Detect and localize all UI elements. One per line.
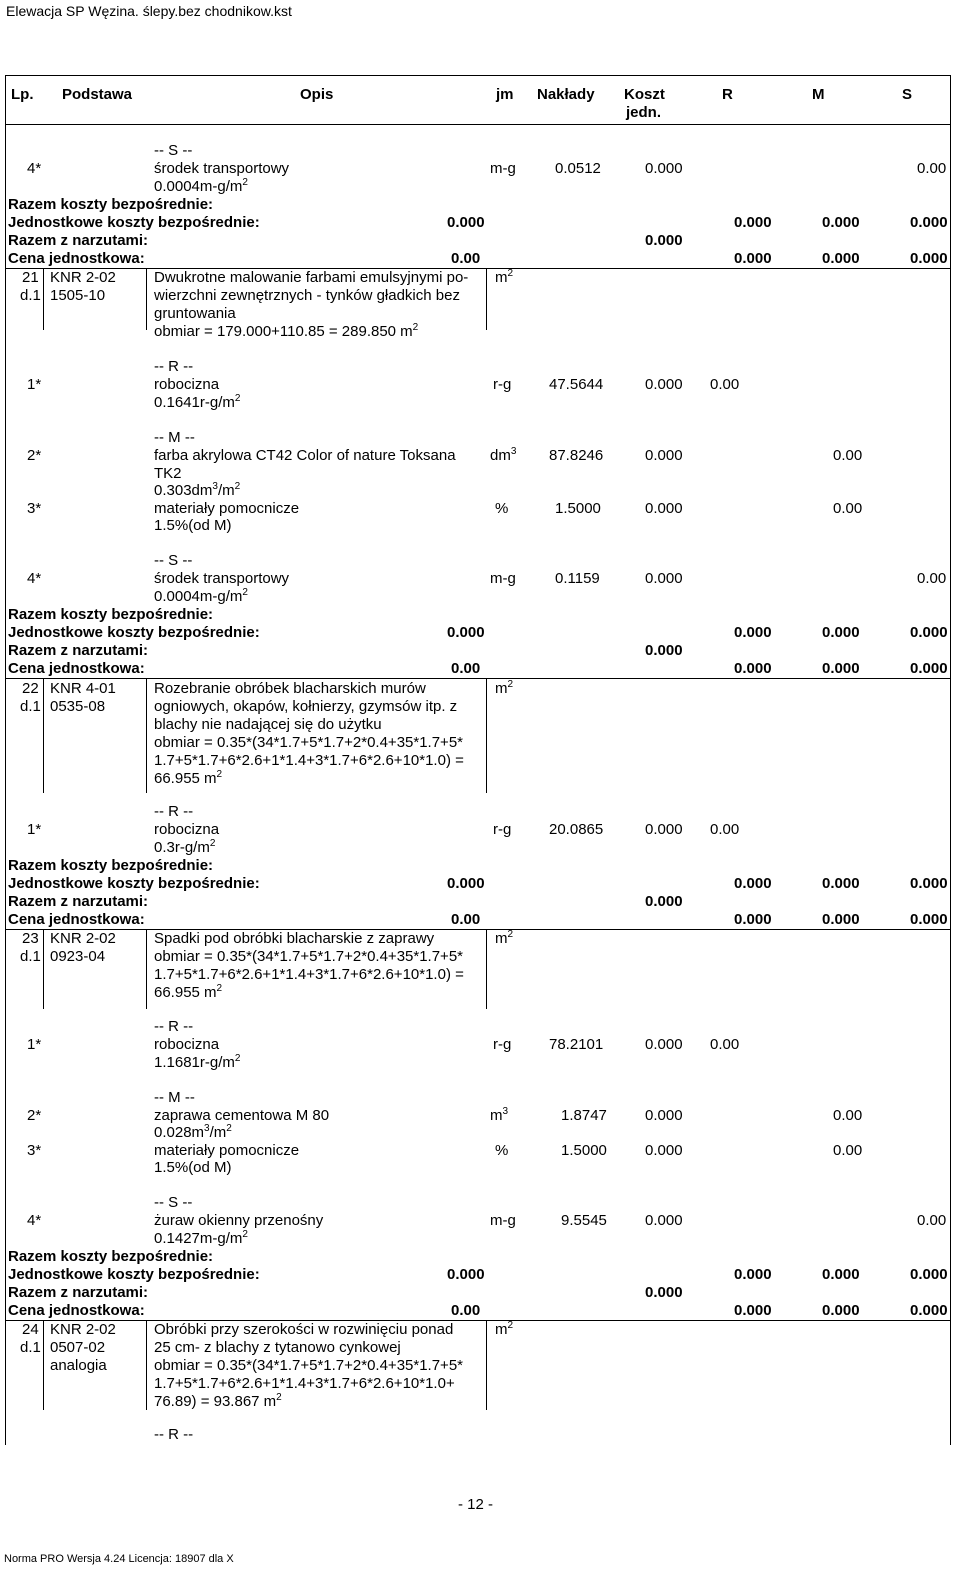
resource-name: środek transportowy (154, 160, 290, 177)
position-measurement: 1.7+5*1.7+6*2.6+1*1.4+3*1.7+6*2.6+10*1.0+ (154, 1375, 455, 1392)
position-description: Dwukrotne malowanie farbami emulsyjnymi po- (154, 269, 469, 286)
header-naklady: Nakłady (537, 86, 595, 103)
resource-unit: r-g (493, 821, 512, 838)
position-description: 25 cm- z blachy z tytanowo cynkowej (154, 1339, 401, 1356)
header-m: M (812, 86, 825, 103)
resource-quantity: 1.5000 (561, 1142, 607, 1159)
razem-narzut-value: 0.000 (645, 232, 683, 249)
resource-price: 0.000 (645, 1107, 683, 1124)
jednostkowe-total: 0.000 (447, 214, 485, 231)
header-r: R (722, 86, 733, 103)
cena-r: 0.000 (734, 1302, 772, 1319)
resource-quantity: 47.5644 (549, 376, 604, 393)
resource-price: 0.000 (645, 500, 683, 517)
resource-name: TK2 (154, 465, 182, 482)
column-divider (43, 929, 44, 1009)
position-measurement: obmiar = 179.000+110.85 = 289.850 $m^2$ (154, 322, 419, 340)
position-measurement: 66.955 $m^2$ (154, 983, 223, 1001)
column-divider (486, 929, 487, 1009)
razem-narzut-value: 0.000 (645, 1284, 683, 1301)
section-r-label: -- R -- (154, 1426, 194, 1443)
section-s-label: -- S -- (154, 142, 193, 159)
resource-number: 2* (27, 1107, 42, 1124)
resource-value: 0.00 (917, 1212, 947, 1229)
jednostkowe-r: 0.000 (734, 214, 772, 231)
razem-koszty-label: Razem koszty bezpośrednie: (8, 606, 214, 623)
column-divider (146, 268, 147, 330)
position-measurement: 66.955 $m^2$ (154, 769, 223, 787)
cena-s: 0.000 (910, 911, 948, 928)
position-source: KNR 2-02 (50, 1321, 116, 1338)
header-s: S (902, 86, 913, 103)
resource-norm: $0.3r-g/m^2$ (154, 838, 216, 856)
resource-norm: $0.303dm^3/m^2$ (154, 481, 241, 499)
resource-norm: 1.5%(od M) (154, 1159, 232, 1176)
resource-value: 0.00 (833, 500, 863, 517)
resource-number: 3* (27, 1142, 42, 1159)
position-description: Obróbki przy szerokości w rozwinięciu ponad (154, 1321, 454, 1338)
position-number: 21 (22, 269, 39, 286)
jednostkowe-m: 0.000 (822, 875, 860, 892)
resource-value: 0.00 (833, 1142, 863, 1159)
resource-quantity: 0.0512 (555, 160, 601, 177)
column-divider (146, 929, 147, 1009)
resource-price: 0.000 (645, 1142, 683, 1159)
position-measurement: 1.7+5*1.7+6*2.6+1*1.4+3*1.7+6*2.6+10*1.0) = (154, 752, 464, 769)
resource-quantity: 0.1159 (555, 570, 600, 587)
position-unit: $m^2$ (495, 679, 514, 697)
resource-norm: $0.0004m-g/m^2$ (154, 177, 248, 195)
razem-narzut-label: Razem z narzutami: (8, 232, 149, 249)
cena-s: 0.000 (910, 1302, 948, 1319)
jednostkowe-label: Jednostkowe koszty bezpośrednie: (8, 624, 260, 641)
cena-r: 0.000 (734, 250, 772, 267)
resource-quantity: 1.5000 (555, 500, 601, 517)
resource-unit: $dm^3$ (490, 446, 517, 464)
resource-name: farba akrylowa CT42 Color of nature Toksana (154, 447, 456, 464)
document-title: Elewacja SP Węzina. ślepy.bez chodnikow.kst (6, 3, 292, 19)
jednostkowe-r: 0.000 (734, 624, 772, 641)
resource-name: robocizna (154, 1036, 220, 1053)
header-podstawa: Podstawa (62, 86, 133, 103)
jednostkowe-s: 0.000 (910, 1266, 948, 1283)
section-s-label: -- S -- (154, 1194, 193, 1211)
section-m-label: -- M -- (154, 429, 195, 446)
cena-label: Cena jednostkowa: (8, 250, 145, 267)
position-source-d: d.1 (20, 1339, 41, 1356)
jednostkowe-s: 0.000 (910, 624, 948, 641)
position-description: wierzchni zewnętrznych - tynków gładkich bez (154, 287, 460, 304)
razem-narzut-value: 0.000 (645, 642, 683, 659)
position-measurement: 1.7+5*1.7+6*2.6+1*1.4+3*1.7+6*2.6+10*1.0) = (154, 966, 464, 983)
razem-koszty-label: Razem koszty bezpośrednie: (8, 196, 214, 213)
cena-label: Cena jednostkowa: (8, 1302, 145, 1319)
razem-koszty-label: Razem koszty bezpośrednie: (8, 1248, 214, 1265)
cena-r: 0.000 (734, 911, 772, 928)
cena-m: 0.000 (822, 911, 860, 928)
resource-norm: $1.1681r-g/m^2$ (154, 1053, 241, 1071)
position-source-d: d.1 (20, 948, 41, 965)
resource-price: 0.000 (645, 447, 683, 464)
position-source-d: d.1 (20, 287, 41, 304)
cena-total: 0.00 (451, 250, 481, 267)
resource-name: żuraw okienny przenośny (154, 1212, 324, 1229)
position-measurement: obmiar = 0.35*(34*1.7+5*1.7+2*0.4+35*1.7+5* (154, 734, 464, 751)
resource-name: robocizna (154, 376, 220, 393)
resource-unit: % (495, 1142, 509, 1159)
resource-price: 0.000 (645, 570, 683, 587)
position-source-code: 0535-08 (50, 698, 106, 715)
razem-koszty-label: Razem koszty bezpośrednie: (8, 857, 214, 874)
resource-number: 2* (27, 447, 42, 464)
jednostkowe-m: 0.000 (822, 1266, 860, 1283)
jednostkowe-total: 0.000 (447, 875, 485, 892)
column-divider (146, 678, 147, 793)
header-bottom-border (5, 124, 950, 125)
resource-norm: $0.0004m-g/m^2$ (154, 587, 248, 605)
position-description: Rozebranie obróbek blacharskich murów (154, 680, 426, 697)
position-unit: $m^2$ (495, 1320, 514, 1338)
resource-name: robocizna (154, 821, 220, 838)
position-source-note: analogia (50, 1357, 107, 1374)
jednostkowe-r: 0.000 (734, 875, 772, 892)
resource-number: 1* (27, 1036, 42, 1053)
column-divider (486, 678, 487, 793)
column-divider (486, 1320, 487, 1410)
header-opis: Opis (300, 86, 334, 103)
resource-price: 0.000 (645, 821, 683, 838)
cena-label: Cena jednostkowa: (8, 660, 145, 677)
jednostkowe-label: Jednostkowe koszty bezpośrednie: (8, 214, 260, 231)
section-r-label: -- R -- (154, 358, 194, 375)
footer-license: Norma PRO Wersja 4.24 Licencja: 18907 dla X (4, 1553, 234, 1565)
cena-label: Cena jednostkowa: (8, 911, 145, 928)
position-description: blachy nie nadającej się do użytku (154, 716, 382, 733)
resource-unit: % (495, 500, 509, 517)
resource-number: 4* (27, 1212, 42, 1229)
position-description: ogniowych, okapów, kołnierzy, gzymsów itp. z (154, 698, 458, 715)
position-source: KNR 2-02 (50, 930, 116, 947)
jednostkowe-total: 0.000 (447, 624, 485, 641)
header-koszt-jedn: jedn. (626, 104, 662, 121)
resource-number: 3* (27, 500, 42, 517)
resource-unit: $m^3$ (490, 1106, 509, 1124)
section-s-label: -- S -- (154, 552, 193, 569)
jednostkowe-s: 0.000 (910, 875, 948, 892)
resource-norm: $0.1641r-g/m^2$ (154, 393, 241, 411)
razem-narzut-label: Razem z narzutami: (8, 642, 149, 659)
header-jm: jm (496, 86, 514, 103)
position-source: KNR 2-02 (50, 269, 116, 286)
position-unit: $m^2$ (495, 268, 514, 286)
jednostkowe-s: 0.000 (910, 214, 948, 231)
resource-value: 0.00 (710, 821, 740, 838)
column-divider (43, 268, 44, 330)
cena-total: 0.00 (451, 911, 481, 928)
resource-unit: m-g (490, 570, 516, 587)
position-source-code: 0507-02 (50, 1339, 106, 1356)
resource-price: 0.000 (645, 376, 683, 393)
resource-unit: r-g (493, 1036, 512, 1053)
cena-m: 0.000 (822, 250, 860, 267)
resource-number: 1* (27, 821, 42, 838)
section-r-label: -- R -- (154, 1018, 194, 1035)
resource-unit: m-g (490, 160, 516, 177)
position-number: 23 (22, 930, 39, 947)
resource-quantity: 9.5545 (561, 1212, 607, 1229)
jednostkowe-total: 0.000 (447, 1266, 485, 1283)
cena-s: 0.000 (910, 250, 948, 267)
position-number: 22 (22, 680, 39, 697)
position-number: 24 (22, 1321, 39, 1338)
resource-price: 0.000 (645, 1212, 683, 1229)
position-description: gruntowania (154, 305, 236, 322)
column-divider (43, 1320, 44, 1410)
resource-number: 1* (27, 376, 42, 393)
resource-price: 0.000 (645, 160, 683, 177)
jednostkowe-m: 0.000 (822, 214, 860, 231)
resource-value: 0.00 (833, 1107, 863, 1124)
column-divider (146, 1320, 147, 1410)
resource-value: 0.00 (833, 447, 863, 464)
resource-name: materiały pomocnicze (154, 1142, 300, 1159)
cena-total: 0.00 (451, 660, 481, 677)
resource-value: 0.00 (710, 376, 740, 393)
razem-narzut-value: 0.000 (645, 893, 683, 910)
cena-total: 0.00 (451, 1302, 481, 1319)
jednostkowe-label: Jednostkowe koszty bezpośrednie: (8, 1266, 260, 1283)
position-source-code: 1505-10 (50, 287, 106, 304)
resource-value: 0.00 (710, 1036, 740, 1053)
jednostkowe-r: 0.000 (734, 1266, 772, 1283)
table-right-border (950, 75, 951, 1445)
resource-price: 0.000 (645, 1036, 683, 1053)
resource-norm: 1.5%(od M) (154, 517, 232, 534)
cena-r: 0.000 (734, 660, 772, 677)
cena-m: 0.000 (822, 660, 860, 677)
cena-m: 0.000 (822, 1302, 860, 1319)
header-lp: Lp. (11, 86, 34, 103)
resource-name: materiały pomocnicze (154, 500, 300, 517)
jednostkowe-label: Jednostkowe koszty bezpośrednie: (8, 875, 260, 892)
razem-narzut-label: Razem z narzutami: (8, 893, 149, 910)
resource-number: 4* (27, 570, 42, 587)
position-measurement: obmiar = 0.35*(34*1.7+5*1.7+2*0.4+35*1.7+5* (154, 948, 464, 965)
razem-narzut-label: Razem z narzutami: (8, 1284, 149, 1301)
resource-quantity: 87.8246 (549, 447, 604, 464)
position-source: KNR 4-01 (50, 680, 116, 697)
resource-quantity: 78.2101 (549, 1036, 604, 1053)
position-description: Spadki pod obróbki blacharskie z zaprawy (154, 930, 435, 947)
position-measurement: 76.89) = 93.867 $m^2$ (154, 1392, 282, 1410)
position-source-code: 0923-04 (50, 948, 106, 965)
page-number: - 12 - (458, 1496, 494, 1513)
resource-number: 4* (27, 160, 42, 177)
resource-name: zaprawa cementowa M 80 (154, 1107, 330, 1124)
position-measurement: obmiar = 0.35*(34*1.7+5*1.7+2*0.4+35*1.7+5* (154, 1357, 464, 1374)
resource-value: 0.00 (917, 160, 947, 177)
resource-norm: $0.028m^3/m^2$ (154, 1123, 232, 1141)
resource-quantity: 20.0865 (549, 821, 604, 838)
cena-s: 0.000 (910, 660, 948, 677)
resource-value: 0.00 (917, 570, 947, 587)
resource-unit: r-g (493, 376, 512, 393)
table-top-border (5, 75, 950, 76)
jednostkowe-m: 0.000 (822, 624, 860, 641)
header-koszt: Koszt (624, 86, 665, 103)
position-unit: $m^2$ (495, 929, 514, 947)
resource-quantity: 1.8747 (561, 1107, 607, 1124)
section-r-label: -- R -- (154, 803, 194, 820)
section-m-label: -- M -- (154, 1089, 195, 1106)
table-left-border (5, 75, 6, 1445)
resource-name: środek transportowy (154, 570, 290, 587)
resource-norm: $0.1427m-g/m^2$ (154, 1229, 248, 1247)
column-divider (43, 678, 44, 793)
column-divider (486, 268, 487, 330)
position-source-d: d.1 (20, 698, 41, 715)
resource-unit: m-g (490, 1212, 516, 1229)
